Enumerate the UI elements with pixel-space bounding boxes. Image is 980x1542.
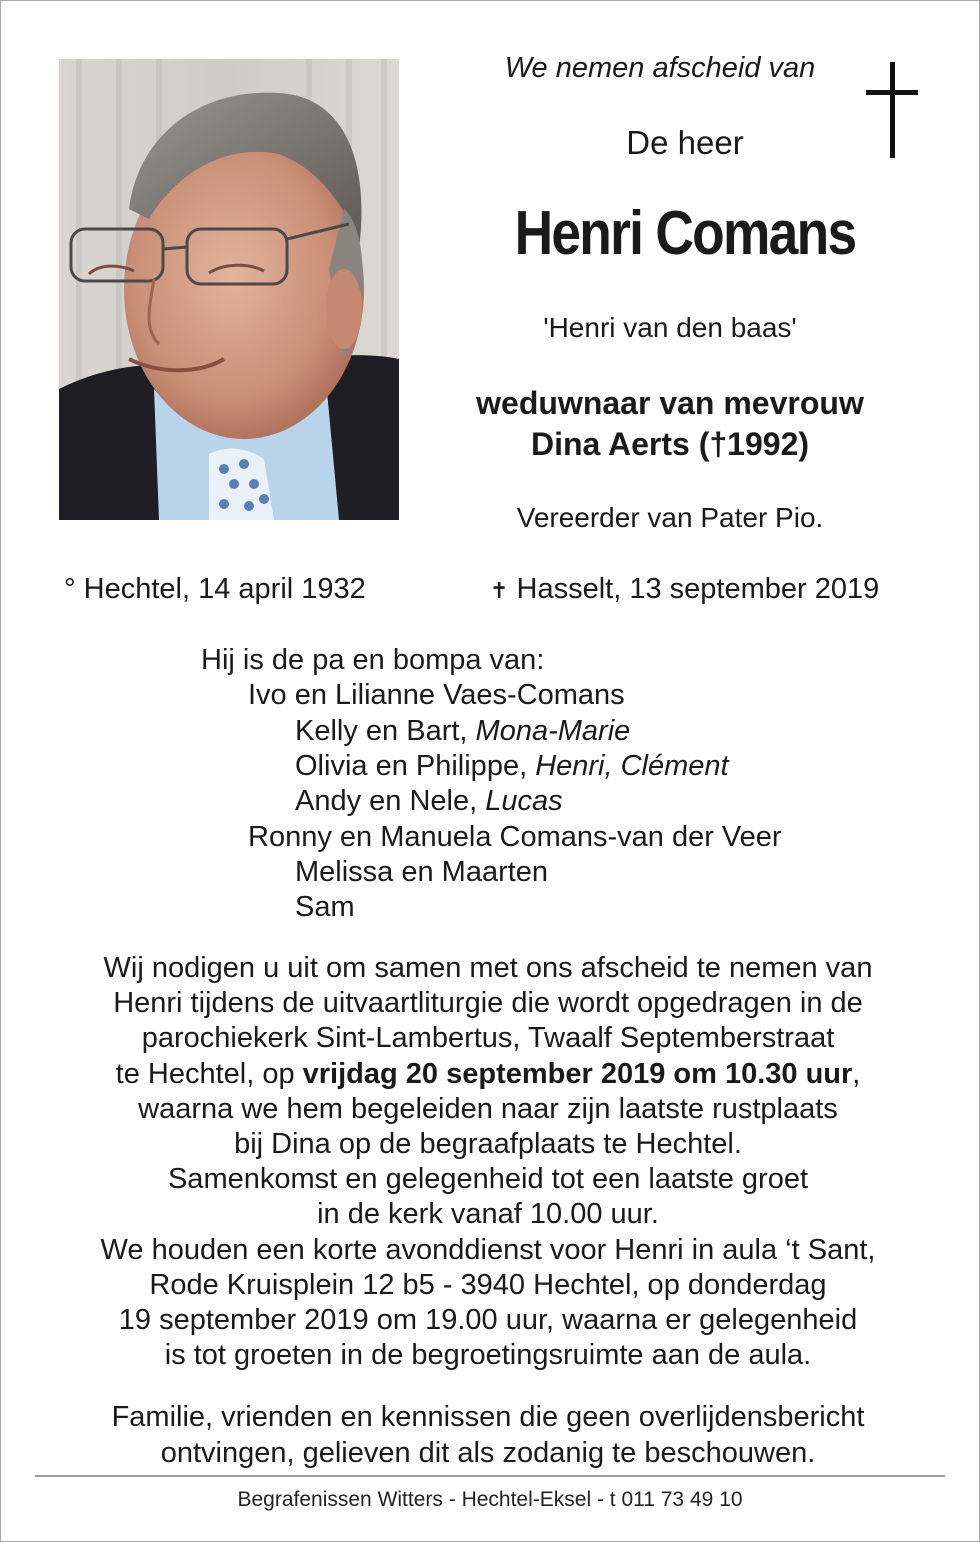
funeral-date-time: vrijdag 20 september 2019 om 10.30 uur [302,1057,853,1090]
invitation-line: Rode Kruisplein 12 b5 - 3940 Hechtel, op donderdag [149,1268,827,1301]
grandchild-line-4: Melissa en Maarten [295,855,549,888]
funeral-invitation [30,951,946,1373]
notice-line: Familie, vrienden en kennissen die geen overlijdensbericht [111,1401,865,1433]
widower-statement [440,383,900,465]
cross-icon [862,62,922,158]
grandchild-line-3: Andy en Nele, Lucas [295,785,563,818]
grandchild-line-1: Kelly en Bart, Mona-Marie [295,714,631,747]
family-child-1: Ivo en Lilianne Vaes-Comans [248,679,625,712]
invitation-line: waarna we hem begeleiden naar zijn laatste rustplaats [138,1092,838,1125]
nickname: 'Henri van den baas' [543,312,797,343]
deceased-name: Henri Comans [514,199,856,268]
birth-symbol: ° [64,573,76,605]
notice-text [30,1400,946,1471]
invitation-line: in de kerk vanaf 10.00 uur. [317,1198,659,1231]
funeral-home-footer: Begrafenissen Witters - Hechtel-Eksel - t 011 73 49 10 [237,1488,743,1511]
devotee-statement: Vereerder van Pater Pio. [516,502,824,533]
notice-line: ontvingen, gelieven dit als zodanig te beschouwen. [160,1436,816,1469]
invitation-line-date: te Hechtel, op vrijdag 20 september 2019 om 10.30 uur, [115,1057,861,1090]
widower-line-1: weduwnaar van mevrouw [476,385,864,421]
footer-divider [35,1475,945,1477]
invitation-line: Wij nodigen u uit om samen met ons afscheid te nemen van [103,952,873,984]
birth-place-date: Hechtel, 14 april 1932 [83,573,366,605]
invitation-line: Henri tijdens de uitvaartliturgie die wordt opgedragen in de [113,987,863,1020]
invitation-line: We houden een korte avonddienst voor Henri in aula ‘t Sant, [100,1233,876,1266]
invitation-line: parochiekerk Sint-Lambertus, Twaalf Septemberstraat [141,1022,835,1055]
family-child-2: Ronny en Manuela Comans-van der Veer [248,820,782,853]
invitation-line: 19 september 2019 om 19.00 uur, waarna er gelegenheid [118,1304,858,1337]
invitation-line: bij Dina op de begraafplaats te Hechtel. [234,1128,742,1161]
invitation-line: is tot groeten in de begroetingsruimte aan de aula. [164,1339,812,1372]
honorific-title: De heer [626,124,744,161]
death-line [490,573,879,606]
grandchild-line-2: Olivia en Philippe, Henri, Clément [295,749,729,782]
widower-line-2: Dina Aerts (†1992) [530,426,810,462]
birth-line [64,573,366,606]
intro-text: We nemen afscheid van [504,52,816,84]
portrait-photo [59,59,399,520]
invitation-line: Samenkomst en gelegenheid tot een laatste groet [167,1163,809,1196]
grandchild-line-5: Sam [295,891,355,924]
death-symbol: ✝ [490,578,509,603]
death-place-date: Hasselt, 13 september 2019 [516,573,880,605]
family-intro: Hij is de pa en bompa van: [201,644,545,676]
